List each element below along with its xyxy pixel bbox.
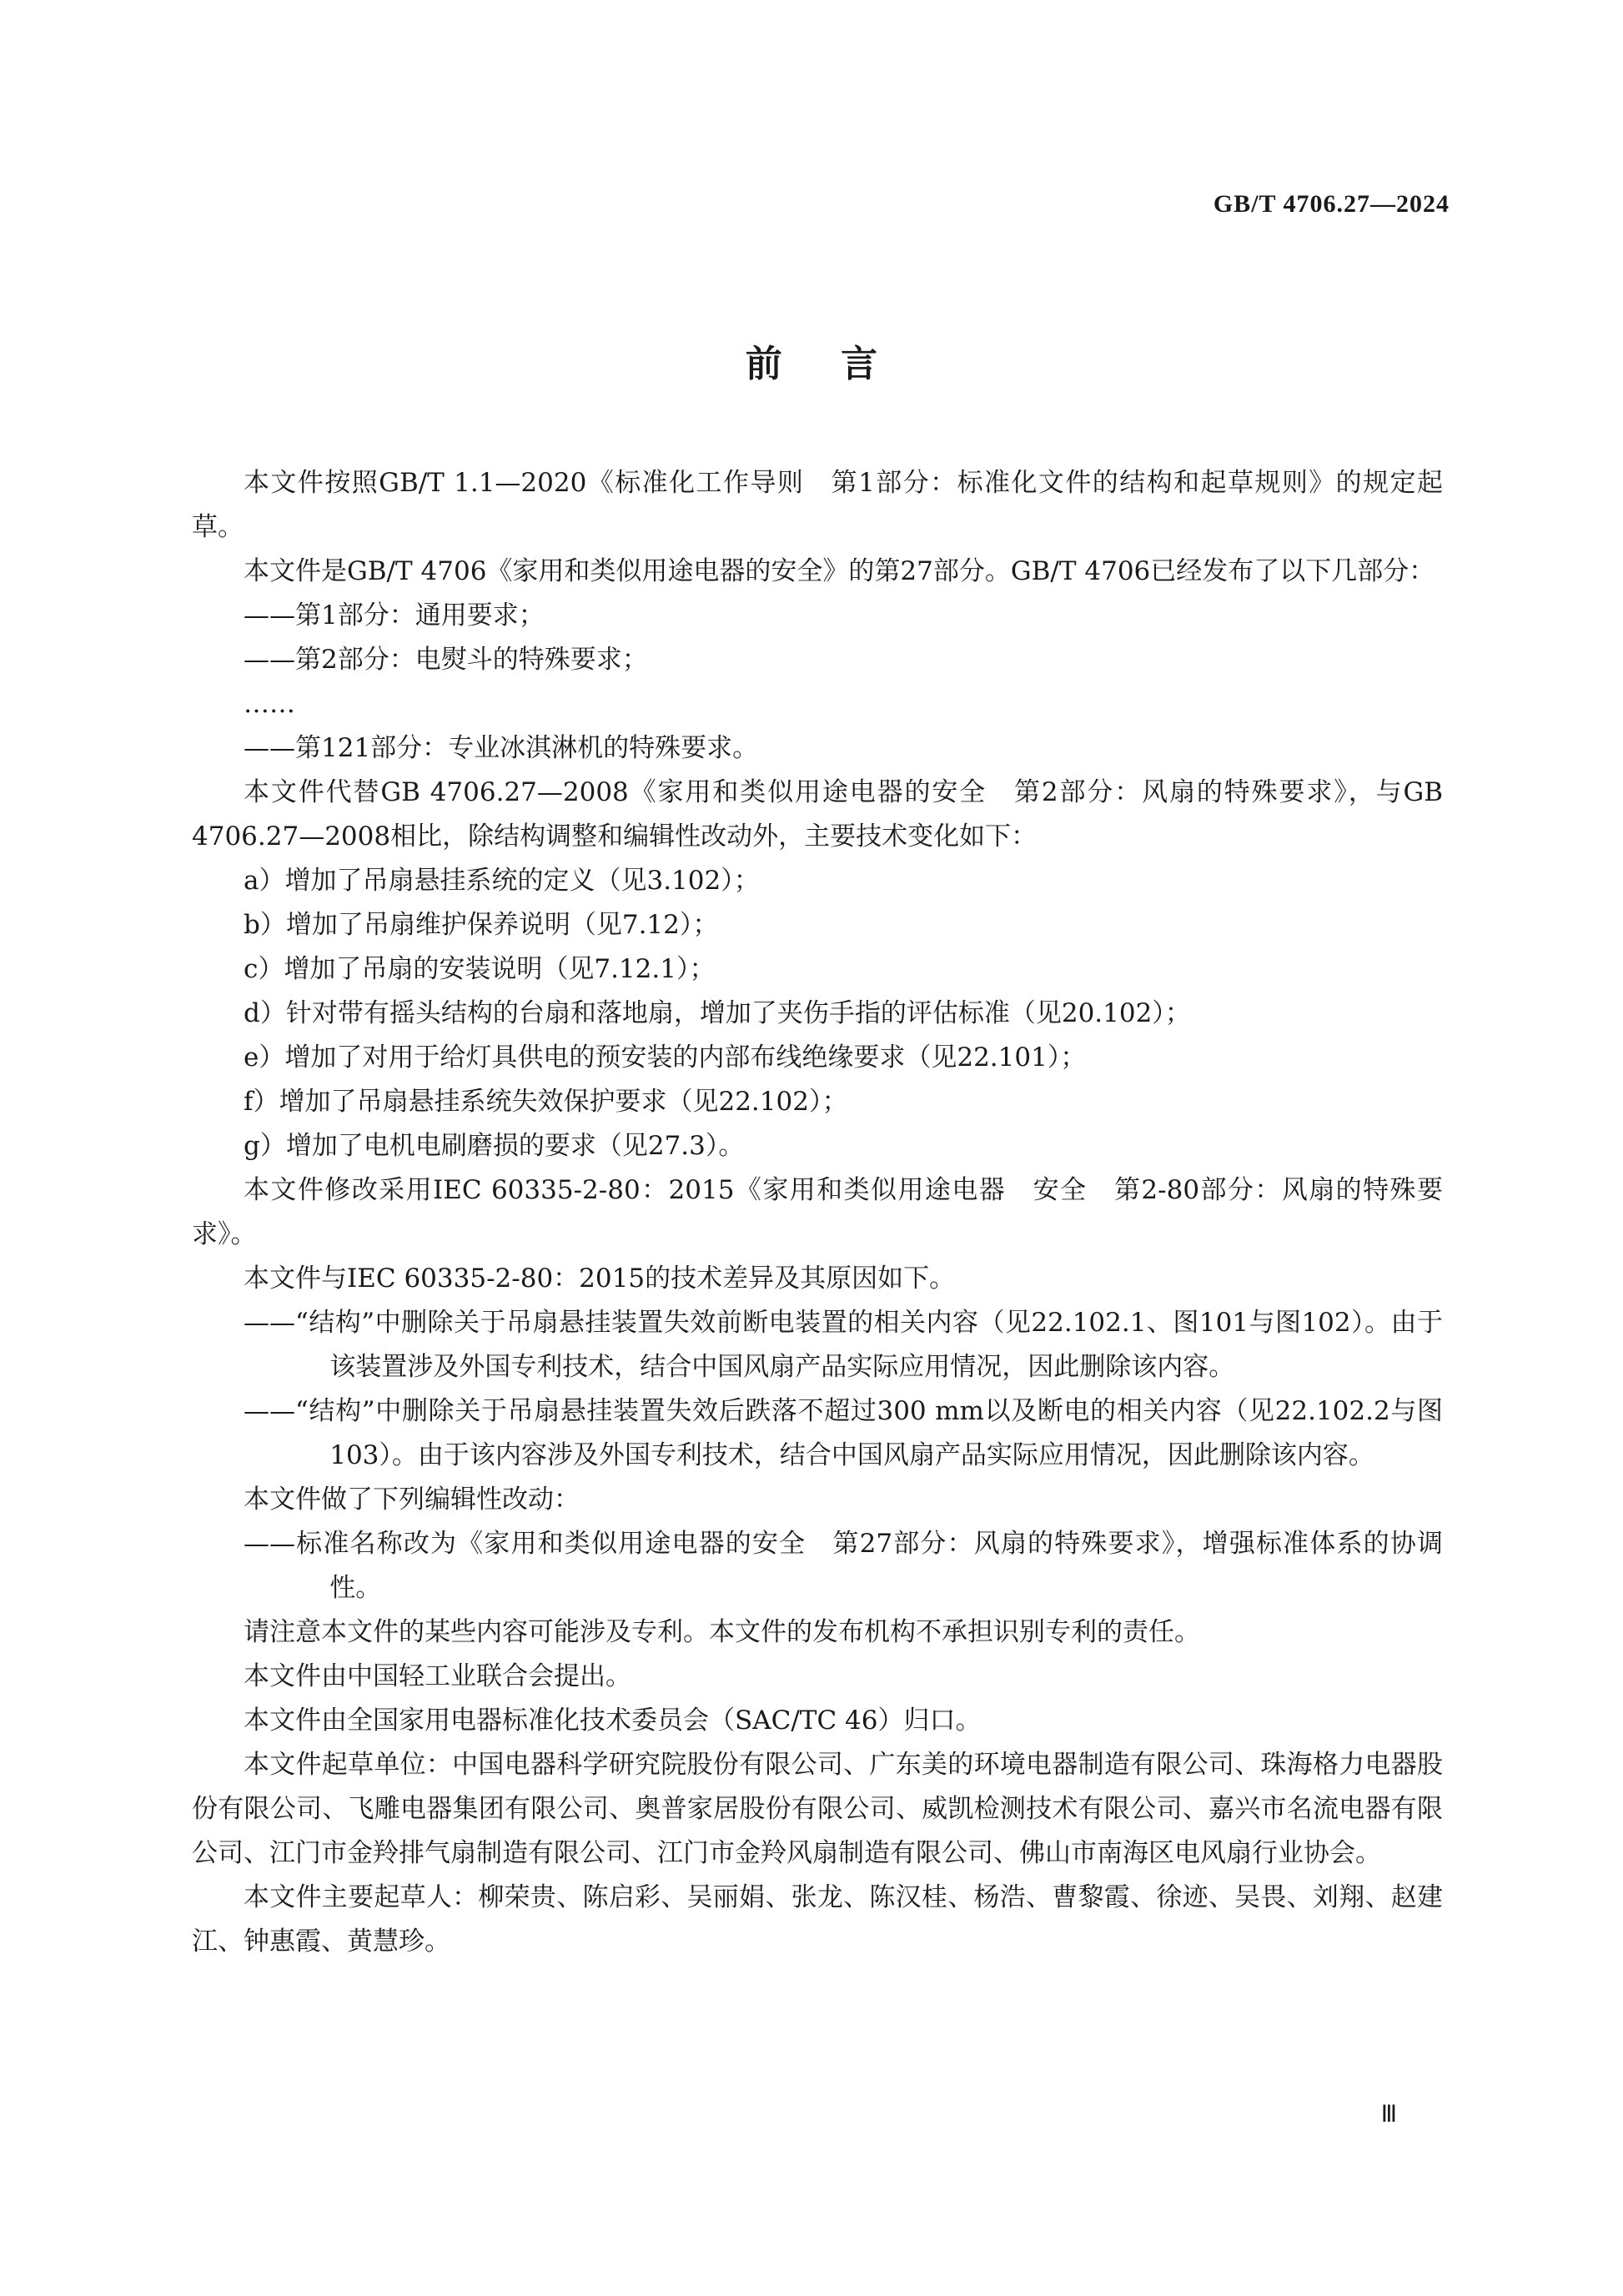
difference-item-1: ——“结构”中删除关于吊扇悬挂装置失效前断电装置的相关内容（见22.102.1、图101与图102）。由于该装置涉及外国专利技术，结合中国风扇产品实际应用情况，因此删除该内容。: [244, 1308, 1444, 1382]
paragraph-series-intro: 本文件是GB/T 4706《家用和类似用途电器的安全》的第27部分。GB/T 4706已经发布了以下几部分：: [244, 556, 1435, 586]
paragraph-drafting-units: 本文件起草单位：中国电器科学研究院股份有限公司、广东美的环境电器制造有限公司、珠海格力电器股份有限公司、飞雕电器集团有限公司、奥普家居股份有限公司、威凯检测技术有限公司、嘉兴市名流电器有限公司、江门市金羚排气扇制造有限公司、江门市金羚风扇制造有限公司、佛山市南海区电风扇行业协会。: [192, 1750, 1443, 1868]
difference-item-2: ——“结构”中删除关于吊扇悬挂装置失效后跌落不超过300 mm以及断电的相关内容（见22.102.2与图103）。由于该内容涉及外国专利技术，结合中国风扇产品实际应用情况，因此删除该内容。: [244, 1396, 1443, 1470]
page-title: 前言: [745, 343, 937, 385]
change-item-d: d）针对带有摇头结构的台扇和落地扇，增加了夹伤手指的评估标准（见20.102）；: [244, 998, 1191, 1028]
paragraph-drafters: 本文件主要起草人：柳荣贵、陈启彩、吴丽娟、张龙、陈汉桂、杨浩、曹黎霞、徐迹、吴畏、刘翔、赵建江、钟惠霞、黄慧珍。: [192, 1882, 1443, 1957]
paragraph-editorial-intro: 本文件做了下列编辑性改动：: [244, 1485, 580, 1515]
list-item-part-2: ——第2部分：电熨斗的特殊要求；: [244, 645, 648, 675]
change-item-f: f）增加了吊扇悬挂系统失效保护要求（见22.102）；: [244, 1087, 848, 1117]
change-item-c: c）增加了吊扇的安装说明（见7.12.1）；: [244, 954, 716, 984]
page-number: Ⅲ: [1380, 2102, 1396, 2128]
editorial-item-1: ——标准名称改为《家用和类似用途电器的安全 第27部分：风扇的特殊要求》，增强标准体系的协调性。: [244, 1529, 1443, 1603]
change-item-a: a）增加了吊扇悬挂系统的定义（见3.102）；: [244, 866, 760, 896]
standard-code: GB/T 4706.27—2024: [1213, 190, 1450, 218]
change-item-e: e）增加了对用于给灯具供电的预安装的内部布线绝缘要求（见22.101）；: [244, 1042, 1087, 1073]
paragraph-replacement: 本文件代替GB 4706.27—2008《家用和类似用途电器的安全 第2部分：风扇的特殊要求》，与GB 4706.27—2008相比，除结构调整和编辑性改动外，主要技术变化如下：: [192, 777, 1443, 852]
list-item-part-1: ——第1部分：通用要求；: [244, 600, 545, 631]
list-item-part-121: ——第121部分：专业冰淇淋机的特殊要求。: [244, 733, 759, 763]
list-ellipsis: ……: [244, 689, 295, 719]
change-item-b: b）增加了吊扇维护保养说明（见7.12）；: [244, 910, 719, 940]
change-item-g: g）增加了电机电刷磨损的要求（见27.3）。: [244, 1131, 745, 1161]
paragraph-patent-notice: 请注意本文件的某些内容可能涉及专利。本文件的发布机构不承担识别专利的责任。: [244, 1617, 1200, 1647]
paragraph-differences-intro: 本文件与IEC 60335-2-80：2015的技术差异及其原因如下。: [244, 1264, 956, 1294]
paragraph-committee: 本文件由全国家用电器标准化技术委员会（SAC/TC 46）归口。: [244, 1706, 982, 1736]
paragraph-proposer: 本文件由中国轻工业联合会提出。: [244, 1661, 631, 1691]
paragraph-drafting-basis: 本文件按照GB/T 1.1—2020《标准化工作导则 第1部分：标准化文件的结构和起草规则》的规定起草。: [192, 468, 1443, 542]
document-body: [192, 461, 1443, 1964]
paragraph-iec-adoption: 本文件修改采用IEC 60335-2-80：2015《家用和类似用途电器 安全 第2-80部分：风扇的特殊要求》。: [192, 1175, 1443, 1249]
